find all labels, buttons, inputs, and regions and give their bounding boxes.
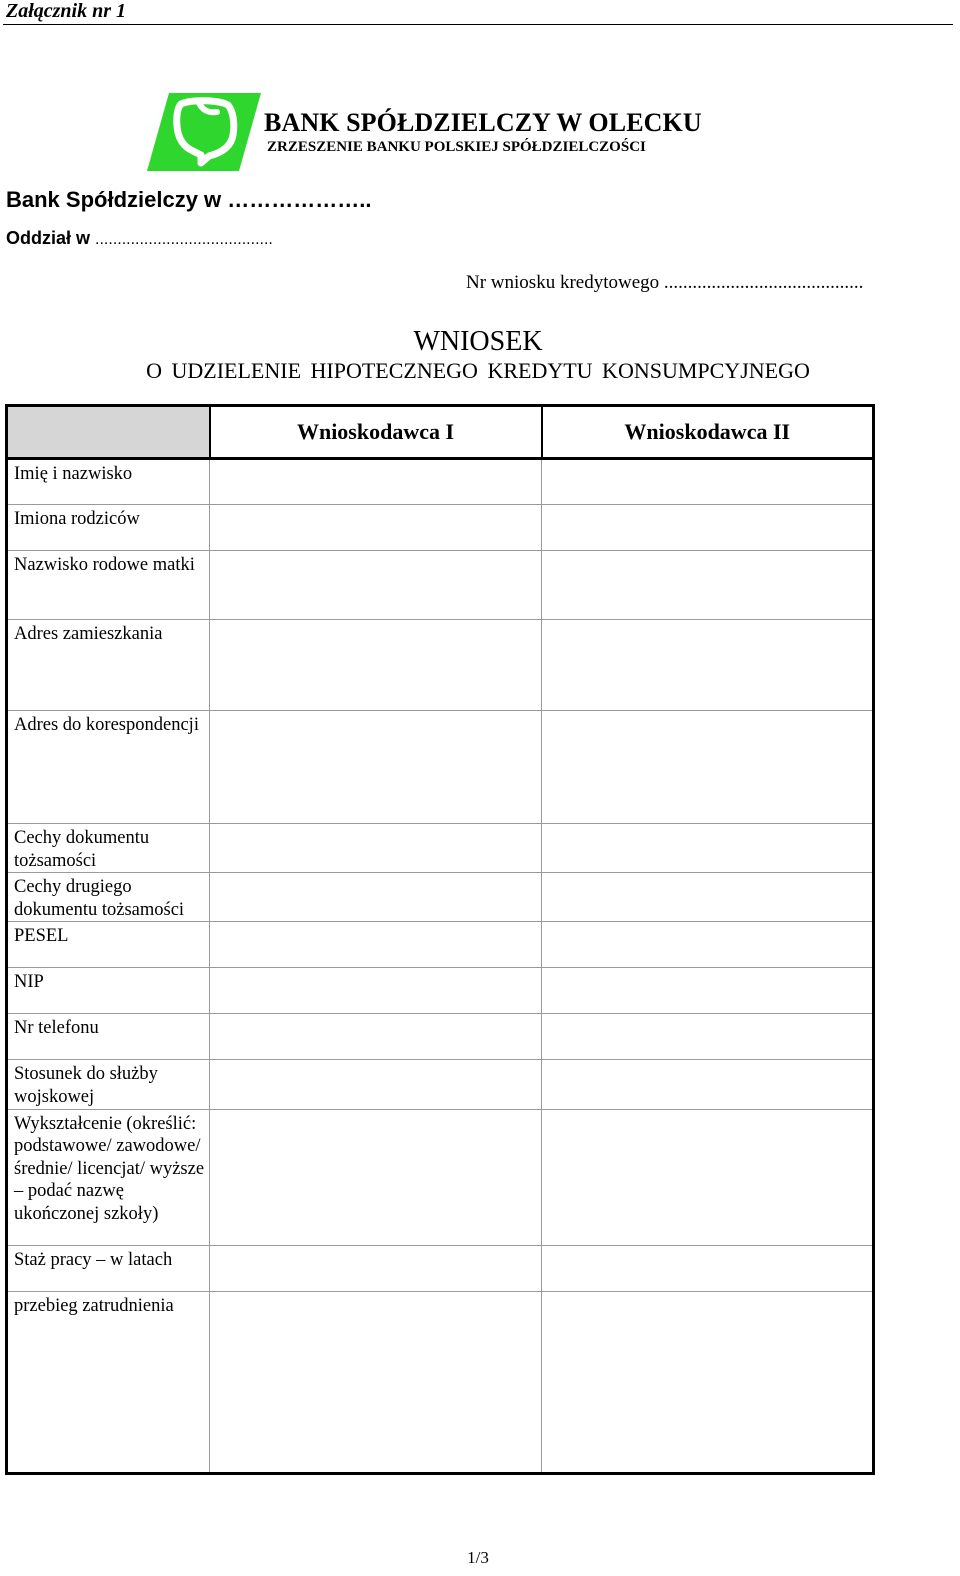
applicant-2-field[interactable] xyxy=(542,1291,874,1473)
table-row xyxy=(7,1060,874,1109)
applicant-2-field[interactable] xyxy=(542,1014,874,1060)
header-rule xyxy=(3,24,953,25)
application-number: Nr wniosku kredytowego .......................................... xyxy=(466,272,864,293)
bank-association: ZRZESZENIE BANKU POLSKIEJ SPÓŁDZIELCZOŚCI xyxy=(267,139,646,155)
row-label: przebieg zatrudnienia xyxy=(7,1291,210,1473)
office-line xyxy=(6,228,273,249)
table-row xyxy=(7,1291,874,1473)
table-row xyxy=(7,620,874,711)
applicant-1-field[interactable] xyxy=(210,873,542,922)
table-row xyxy=(7,505,874,551)
row-label: Adres do korespondencji xyxy=(7,711,210,824)
applicant-2-field[interactable] xyxy=(542,873,874,922)
applicant-2-field[interactable] xyxy=(542,505,874,551)
row-label: Staż pracy – w latach xyxy=(7,1245,210,1291)
row-label: Adres zamieszkania xyxy=(7,620,210,711)
row-label: Nazwisko rodowe matki xyxy=(7,551,210,620)
applicant-2-field[interactable] xyxy=(542,1060,874,1109)
row-label: Cechy drugiego dokumentu tożsamości xyxy=(7,873,210,922)
table-row xyxy=(7,873,874,922)
table-corner xyxy=(7,406,210,459)
applicant-2-field[interactable] xyxy=(542,968,874,1014)
row-label: Imiona rodziców xyxy=(7,505,210,551)
attachment-label: Załącznik nr 1 xyxy=(6,0,127,22)
page-number: 1/3 xyxy=(467,1548,489,1567)
column-header-applicant-2: Wnioskodawca II xyxy=(542,406,874,459)
applicant-1-field[interactable] xyxy=(210,505,542,551)
applicant-2-field[interactable] xyxy=(542,551,874,620)
table-row xyxy=(7,551,874,620)
table-row xyxy=(7,459,874,505)
applicant-form-table xyxy=(5,404,875,1475)
applicant-1-field[interactable] xyxy=(210,1109,542,1245)
applicant-2-field[interactable] xyxy=(542,1109,874,1245)
applicant-2-field[interactable] xyxy=(542,1245,874,1291)
office-label: Oddział w xyxy=(6,228,91,248)
table-row xyxy=(7,824,874,873)
table-row xyxy=(7,922,874,968)
table-row xyxy=(7,711,874,824)
row-label: PESEL xyxy=(7,922,210,968)
applicant-1-field[interactable] xyxy=(210,922,542,968)
office-dots: ........................................ xyxy=(95,231,273,248)
applicant-1-field[interactable] xyxy=(210,1060,542,1109)
table-row xyxy=(7,1014,874,1060)
applicant-1-field[interactable] xyxy=(210,711,542,824)
applicant-2-field[interactable] xyxy=(542,711,874,824)
row-label: NIP xyxy=(7,968,210,1014)
applicant-1-field[interactable] xyxy=(210,620,542,711)
applicant-1-field[interactable] xyxy=(210,1245,542,1291)
table-row xyxy=(7,968,874,1014)
bank-logo-icon xyxy=(147,93,261,171)
row-label: Imię i nazwisko xyxy=(7,459,210,505)
applicant-1-field[interactable] xyxy=(210,459,542,505)
applicant-1-field[interactable] xyxy=(210,1014,542,1060)
column-header-applicant-1: Wnioskodawca I xyxy=(210,406,542,459)
applicant-2-field[interactable] xyxy=(542,824,874,873)
bank-name: BANK SPÓŁDZIELCZY W OLECKU xyxy=(264,108,702,137)
row-label: Stosunek do służby wojskowej xyxy=(7,1060,210,1109)
table-row xyxy=(7,1109,874,1245)
bank-branch-line: Bank Spółdzielczy w ……………….. xyxy=(6,187,372,212)
applicant-1-field[interactable] xyxy=(210,1291,542,1473)
applicant-1-field[interactable] xyxy=(210,551,542,620)
applicant-1-field[interactable] xyxy=(210,968,542,1014)
applicant-1-field[interactable] xyxy=(210,824,542,873)
row-label: Wykształcenie (określić: podstawowe/ zawodowe/ średnie/ licencjat/ wyższe – podać nazwę ukończonej szkoły) xyxy=(7,1109,210,1245)
document-subtitle: O UDZIELENIE HIPOTECZNEGO KREDYTU KONSUMPCYJNEGO xyxy=(146,358,810,383)
table-row xyxy=(7,1245,874,1291)
applicant-2-field[interactable] xyxy=(542,922,874,968)
applicant-2-field[interactable] xyxy=(542,620,874,711)
document-title: WNIOSEK xyxy=(413,326,543,357)
row-label: Nr telefonu xyxy=(7,1014,210,1060)
row-label: Cechy dokumentu tożsamości xyxy=(7,824,210,873)
applicant-2-field[interactable] xyxy=(542,459,874,505)
